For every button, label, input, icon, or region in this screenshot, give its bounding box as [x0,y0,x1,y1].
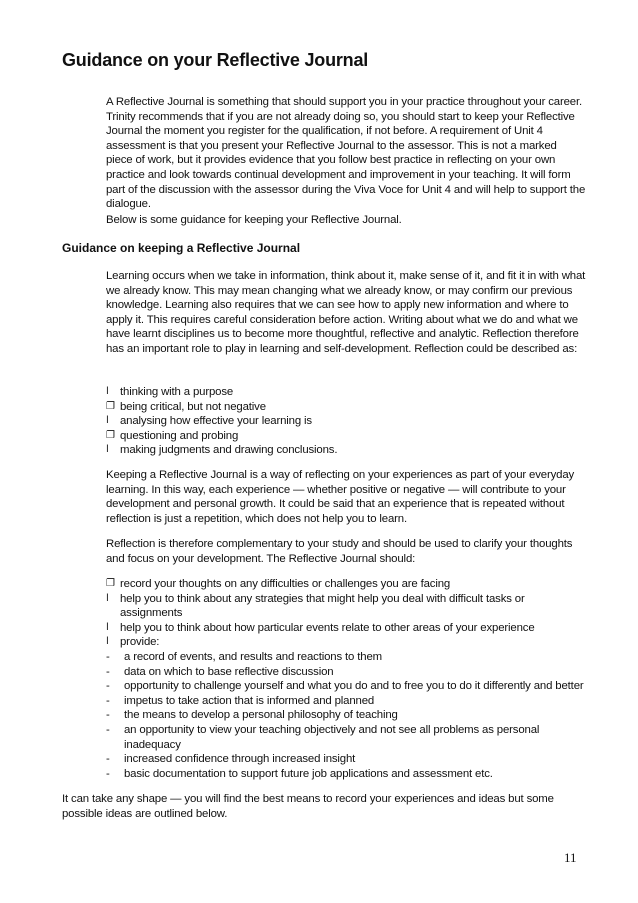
list-item: l analysing how effective your learning is [106,415,312,428]
dash-marker: - [106,753,110,766]
intro-lead: Below is some guidance for keeping your Reflective Journal. [106,214,402,226]
bullet-icon: l [106,621,109,633]
checkbox-bullet-icon: ❐ [106,429,115,441]
dash-marker: - [106,723,110,736]
bullet-icon: l [106,415,109,427]
list-item: l help you to think about how particular events relate to other areas of your experience [106,621,535,634]
list-item: - increased confidence through increased insight [106,753,356,766]
list-item: - impetus to take action that is informed and planned [106,694,375,707]
list-item: ❐ questioning and probing [106,429,239,442]
dash-marker: - [106,665,110,678]
list-item: - data on which to base reflective discussion [106,665,334,678]
list-item: - a record of events, and results and reactions to them [106,650,382,663]
list-item: - basic documentation to support future job applications and assessment etc. [106,767,493,780]
dash-marker: - [106,694,110,707]
bullet-icon: l [106,386,109,397]
checkbox-bullet-icon: ❐ [106,578,115,589]
dash-marker: - [106,709,110,722]
list-item: - the means to develop a personal philosophy of teaching [106,709,398,722]
list-item: l provide: [106,636,160,649]
bullet-icon: l [106,444,109,456]
closing-paragraph: It can take any shape — you will find the best means to record your experiences and ideas but some possible ideas are outlined below. [62,793,554,820]
list-item: ❐ record your thoughts on any difficulties or challenges you are facing [106,578,451,590]
complementary-paragraph: Reflection is therefore complementary to your study and should be used to clarify your thoughts and focus on your development. The Reflective Journal should: [106,538,573,565]
page-number: 11 [564,850,577,865]
checkbox-bullet-icon: ❐ [106,400,115,412]
journal-paragraph: Keeping a Reflective Journal is a way of reflecting on your experiences as part of your everyday learning. In this way, each experience — whether positive or negative — will contribute to your development and personal growth. It could be said that an experience that is repeated without reflection is just a repetition, which does not help you to learn. [106,469,575,525]
should-list [0,577,600,781]
list-item: - an opportunity to view your teaching objectively and not see all problems as personal inadequacy [106,723,540,751]
dash-marker: - [106,767,110,780]
dash-marker: - [106,680,110,693]
list-item: ❐ being critical, but not negative [106,400,266,413]
learning-paragraph: Learning occurs when we take in information, think about it, make sense of it, and fit it in with what we already know. This may mean changing what we already know, or may confirm our previous knowledge. Learning also requires that we can see how to apply new information and where to apply it. This requires careful consideration before action. Writing about what we do and what we have learnt disciplines us to become more thoughtful, reflective and analytic. Reflection therefore has an important role to play in learning and self-development. Reflection could be described as: [106,270,586,355]
list-item: l making judgments and drawing conclusions. [106,444,338,457]
list-item: - opportunity to challenge yourself and what you do and to free you to do it differently and better [106,680,584,693]
intro-paragraph: A Reflective Journal is something that should support you in your practice throughout your career. Trinity recommends that if you are not already doing so, you should start to keep your Reflective Journal the moment you register for the qualification, if not before. A requirement of Unit 4 assessment is that you present your Reflective Journal to the assessor. This is not a marked piece of work, but it provides evidence that you follow best practice in reflecting on your own practice and look towards continual development and improvement in your teaching. It will form part of the discussion with the assessor during the Viva Voce for Unit 4 and will help to support the dialogue. [106,96,586,211]
section-subheading: Guidance on keeping a Reflective Journal [62,241,301,255]
bullet-icon: l [106,592,109,604]
reflection-list [0,385,600,458]
bullet-icon: l [106,636,109,648]
dash-marker: - [106,650,110,663]
list-item: l thinking with a purpose [106,386,234,398]
page-title: Guidance on your Reflective Journal [62,50,369,70]
list-item: l help you to think about any strategies that might help you deal with difficult tasks or assignments [106,592,525,620]
